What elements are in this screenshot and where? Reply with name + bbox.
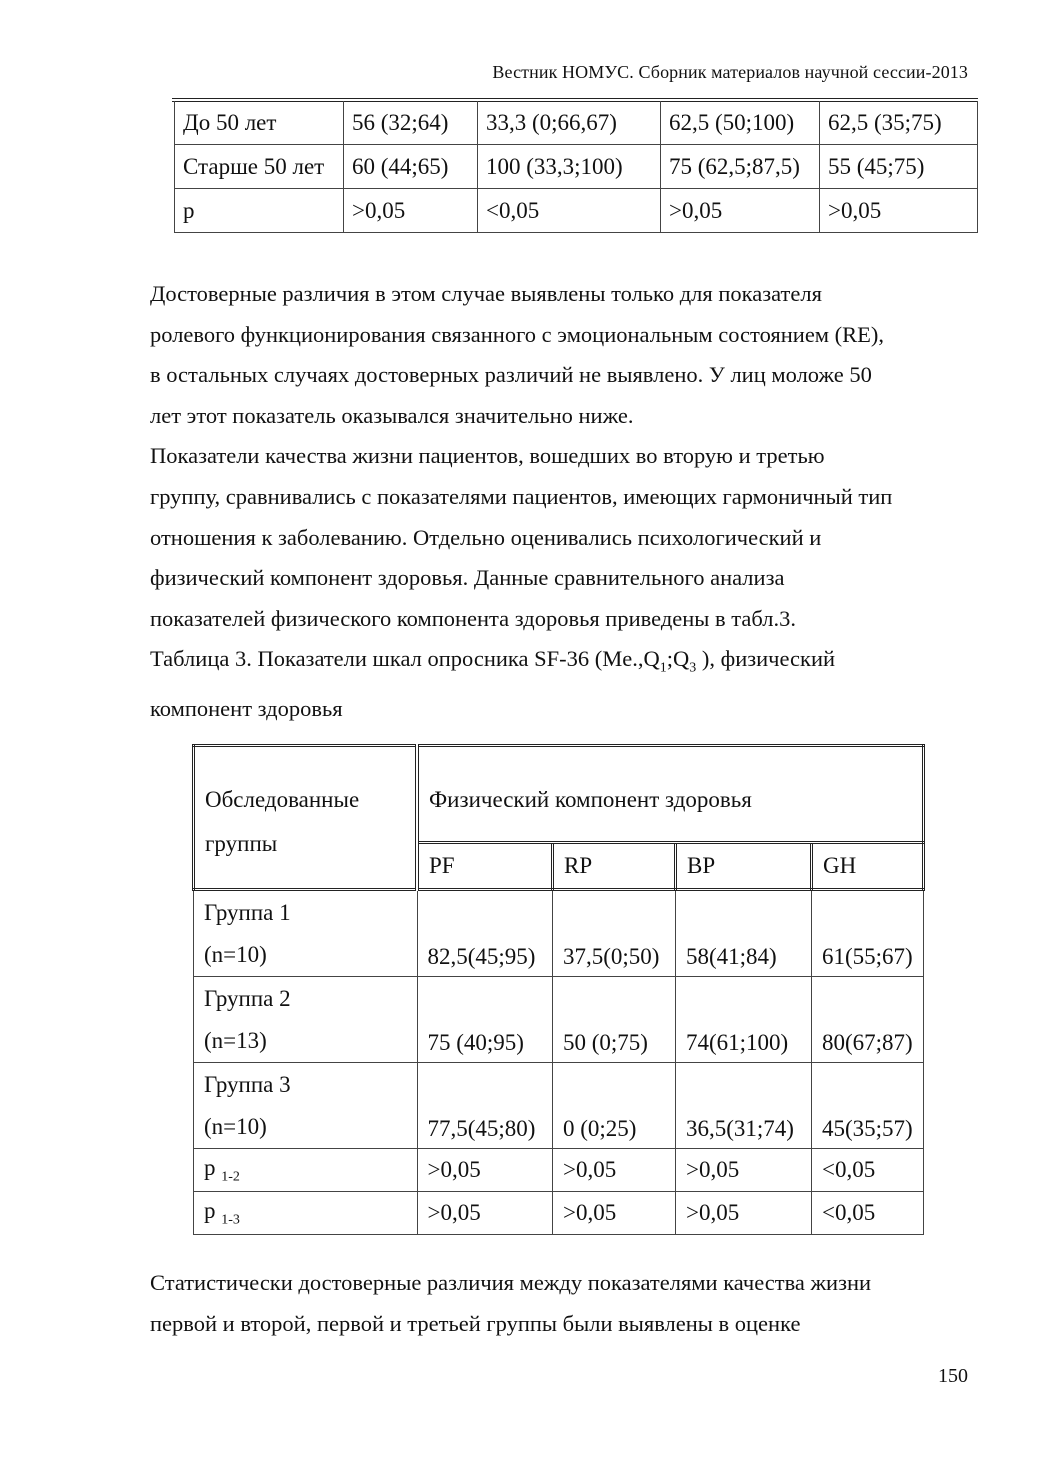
group-cell: Группа 1 (n=10)	[194, 890, 418, 977]
table-cell: 36,5(31;74)	[676, 1063, 812, 1149]
table-cell: 60 (44;65)	[344, 145, 478, 189]
table-cell: p	[175, 189, 344, 233]
group-cell: Группа 3 (n=10)	[194, 1063, 418, 1149]
table-row	[194, 890, 924, 977]
p-label-cell: p $_{1-2}$	[194, 1149, 418, 1192]
table-cell: 74(61;100)	[676, 977, 812, 1063]
column-header-pf: PF	[417, 843, 553, 890]
column-header-physical-component: Физический компонент здоровья	[417, 746, 924, 843]
table-cell: 56 (32;64)	[344, 101, 478, 145]
table-row	[175, 145, 978, 189]
table-cell: 45(35;57)	[812, 1063, 924, 1149]
table-cell: 75 (40;95)	[417, 977, 553, 1063]
text-line: ролевого функционирования связанного с эмоциональным состоянием (RE),	[150, 321, 885, 347]
table-cell: 55 (45;75)	[820, 145, 978, 189]
table-cell: 33,3 (0;66,67)	[478, 101, 661, 145]
text-line: отношения к заболеванию. Отдельно оценивались психологический и	[150, 524, 822, 550]
table-row-p-1-2	[194, 1149, 924, 1192]
table-cell: 0 (0;25)	[553, 1063, 676, 1149]
table-cell: >0,05	[820, 189, 978, 233]
column-header-bp: BP	[676, 843, 812, 890]
table-row	[175, 101, 978, 145]
table-cell: >0,05	[417, 1192, 553, 1235]
text-line: Достоверные различия в этом случае выявлены только для показателя	[150, 281, 822, 306]
p-label-cell: p $_{1-3}$	[194, 1192, 418, 1235]
page-number: 150	[938, 1365, 968, 1387]
table-cell: 62,5 (50;100)	[661, 101, 820, 145]
text-line: лет этот показатель оказывался значительно ниже.	[150, 402, 634, 428]
table-row	[194, 1063, 924, 1149]
table-cell: 100 (33,3;100)	[478, 145, 661, 189]
table-cell: >0,05	[553, 1192, 676, 1235]
table-header-row	[194, 746, 924, 843]
table-cell: >0,05	[661, 189, 820, 233]
table-cell: >0,05	[344, 189, 478, 233]
table-cell: <0,05	[812, 1192, 924, 1235]
text-line: показателей физического компонента здоровья приведены в табл.3.	[150, 605, 796, 631]
table-cell: 80(67;87)	[812, 977, 924, 1063]
table-cell: >0,05	[676, 1149, 812, 1192]
table-cell: <0,05	[812, 1149, 924, 1192]
table-row-p-1-3	[194, 1192, 924, 1235]
table-cell: 77,5(45;80)	[417, 1063, 553, 1149]
running-header: Вестник НОМУС. Сборник материалов научной сессии-2013	[492, 62, 968, 82]
table-cell: 82,5(45;95)	[417, 890, 553, 977]
table-cell: <0,05	[478, 189, 661, 233]
table-cell: 58(41;84)	[676, 890, 812, 977]
table-cell: 37,5(0;50)	[553, 890, 676, 977]
table-cell: >0,05	[553, 1149, 676, 1192]
table-cell: До 50 лет	[175, 101, 344, 145]
text-line: в остальных случаях достоверных различий не выявлено. У лиц моложе 50	[150, 362, 872, 388]
table-cell: 62,5 (35;75)	[820, 101, 978, 145]
column-header-rp: RP	[553, 843, 676, 890]
table-row	[194, 977, 924, 1063]
table-physical-component	[192, 744, 925, 1235]
table-cell: Старше 50 лет	[175, 145, 344, 189]
text-line: физический компонент здоровья. Данные сравнительного анализа	[150, 565, 785, 591]
column-header-groups: Обследованные группы	[194, 746, 418, 890]
text-line: Статистически достоверные различия между показателями качества жизни	[150, 1270, 872, 1295]
table-cell: >0,05	[676, 1192, 812, 1235]
body-paragraph	[150, 274, 980, 730]
group-cell: Группа 2 (n=13)	[194, 977, 418, 1063]
closing-paragraph	[150, 1263, 980, 1344]
table-cell: 75 (62,5;87,5)	[661, 145, 820, 189]
table-row	[175, 189, 978, 233]
text-line: первой и второй, первой и третьей группы были выявлены в оценке	[150, 1310, 801, 1336]
table-caption-line2: компонент здоровья	[150, 696, 343, 722]
text-line: группу, сравнивались с показателями пациентов, имеющих гармоничный тип	[150, 483, 893, 509]
text-line: Показатели качества жизни пациентов, вошедших во вторую и третью	[150, 443, 825, 469]
table-cell: 50 (0;75)	[553, 977, 676, 1063]
table-age-comparison	[174, 101, 978, 233]
column-header-gh: GH	[812, 843, 924, 890]
table-cell: 61(55;67)	[812, 890, 924, 977]
table-caption: Таблица 3. Показатели шкал опросника SF-36 ($Me.,Q_1;Q_3$ ), физический	[150, 646, 836, 676]
table-cell: >0,05	[417, 1149, 553, 1192]
